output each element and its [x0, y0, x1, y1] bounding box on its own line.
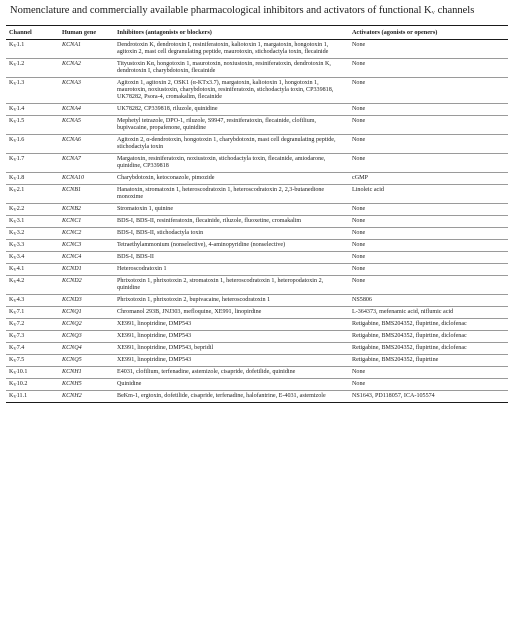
table-title: [6, 4, 508, 19]
cell-inhibitors: Hanatoxin, stromatoxin 1, heteroscodratoxin 1, heteroscodratoxin 2, 2,3-butanedione monoxime: [114, 185, 349, 204]
header-channel: Channel: [6, 26, 59, 40]
cell-gene: KCNB1: [59, 185, 114, 204]
cell-activators: None: [349, 78, 508, 104]
channel-prefix: K: [9, 61, 14, 67]
cell-inhibitors: Heteroscodratoxin 1: [114, 264, 349, 276]
channel-subscript: V: [13, 310, 17, 315]
cell-activators: None: [349, 216, 508, 228]
cell-inhibitors: XE991, linopiridine, DMP543: [114, 355, 349, 367]
cell-channel: [6, 276, 59, 295]
channel-subscript: V: [13, 334, 17, 339]
channel-number: 11.1: [16, 393, 28, 399]
channel-number: 10.1: [16, 369, 28, 375]
cell-activators: None: [349, 104, 508, 116]
cell-inhibitors: Dendrotoxin K, dendrotoxin I, resiniferatoxin, kaliotoxin 1, margatoxin, hongotoxin 1, agitoxin 2, mast cell degranulating peptide, maurotoxin, stichodactyla toxin, flecainide: [114, 40, 349, 59]
cell-inhibitors: BDS-I, BDS-II, stichodactyla toxin: [114, 228, 349, 240]
title-text-cont: channels: [437, 5, 475, 16]
header-activators: Activators (agonists or openers): [349, 26, 508, 40]
cell-channel: [6, 391, 59, 403]
title-subscript: V: [431, 10, 435, 15]
channel-prefix: K: [9, 278, 14, 284]
channel-subscript: V: [13, 279, 17, 284]
channel-number: 4.1: [16, 266, 25, 272]
channel-prefix: K: [9, 106, 14, 112]
channel-subscript: V: [13, 346, 17, 351]
cell-activators: None: [349, 240, 508, 252]
channel-subscript: V: [13, 322, 17, 327]
table-row: [6, 173, 508, 185]
channel-number: 3.1: [16, 218, 25, 224]
channel-number: 4.3: [16, 297, 25, 303]
channel-number: 3.2: [16, 230, 25, 236]
cell-gene: KCNQ1: [59, 307, 114, 319]
cell-gene: KCNQ3: [59, 331, 114, 343]
channel-prefix: K: [9, 218, 14, 224]
channel-prefix: K: [9, 333, 14, 339]
cell-inhibitors: Mephetyl tetrazole, DPO-1, riluzole, S9947, resiniferatoxin, flecainide, clofilium, bupivacaine, propafenone, quinidine: [114, 116, 349, 135]
table-row: [6, 367, 508, 379]
cell-activators: None: [349, 40, 508, 59]
table-row: [6, 204, 508, 216]
cell-activators: None: [349, 204, 508, 216]
channel-number: 10.2: [16, 381, 28, 387]
channel-prefix: K: [9, 357, 14, 363]
cell-activators: Retigabine, BMS204352, flupirtine, diclofenac: [349, 343, 508, 355]
channel-number: 1.2: [16, 61, 25, 67]
channel-subscript: V: [13, 243, 17, 248]
cell-inhibitors: Agitoxin 2, α-dendrotoxin, hongotoxin 1, charybdotoxin, mast cell degranulating peptide, stichodactyla toxin: [114, 135, 349, 154]
table-row: [6, 264, 508, 276]
cell-inhibitors: XE991, linopiridine, DMP543: [114, 331, 349, 343]
channel-prefix: K: [9, 175, 14, 181]
channel-number: 1.5: [16, 118, 25, 124]
header-inhibitors: Inhibitors (antagonists or blockers): [114, 26, 349, 40]
channel-prefix: K: [9, 266, 14, 272]
cell-activators: NS5806: [349, 295, 508, 307]
channel-prefix: K: [9, 118, 14, 124]
cell-activators: Retigabine, BMS204352, flupirtine: [349, 355, 508, 367]
table-row: [6, 135, 508, 154]
header-gene: Human gene: [59, 26, 114, 40]
channel-subscript: V: [13, 138, 17, 143]
cell-inhibitors: Charybdotoxin, ketoconazole, pimozide: [114, 173, 349, 185]
channel-subscript: V: [13, 231, 17, 236]
cell-activators: Linoleic acid: [349, 185, 508, 204]
cell-inhibitors: UK78282, CP339818, riluzole, quinidine: [114, 104, 349, 116]
cell-inhibitors: Phrixotoxin 1, phrixotoxin 2, stromatoxin 1, heteroscodratoxin 1, heteropodatoxin 2, quinidine: [114, 276, 349, 295]
table-row: [6, 154, 508, 173]
cell-channel: [6, 40, 59, 59]
table-row: [6, 104, 508, 116]
cell-inhibitors: E4031, clofilium, terfenadine, astemizole, cisapride, dofetilide, quinidine: [114, 367, 349, 379]
channel-prefix: K: [9, 80, 14, 86]
channel-number: 3.3: [16, 242, 25, 248]
cell-inhibitors: XE991, linopiridine, DMP543, bepridil: [114, 343, 349, 355]
cell-inhibitors: Tetraethylammonium (nonselective), 4-aminopyridine (nonselective): [114, 240, 349, 252]
cell-channel: [6, 355, 59, 367]
cell-gene: KCNQ4: [59, 343, 114, 355]
cell-channel: [6, 59, 59, 78]
table-row: [6, 295, 508, 307]
channel-number: 7.4: [16, 345, 25, 351]
cell-activators: None: [349, 154, 508, 173]
cell-channel: [6, 135, 59, 154]
cell-inhibitors: Phrixotoxin 1, phrixotoxin 2, bupivacaine, heteroscodratoxin 1: [114, 295, 349, 307]
cell-inhibitors: XE991, linopiridine, DMP543: [114, 319, 349, 331]
channel-prefix: K: [9, 297, 14, 303]
channel-prefix: K: [9, 254, 14, 260]
channel-subscript: V: [13, 119, 17, 124]
cell-activators: L-364373, mefenamic acid, niflumic acid: [349, 307, 508, 319]
cell-channel: [6, 252, 59, 264]
cell-activators: Retigabine, BMS204352, flupirtine, diclofenac: [349, 319, 508, 331]
cell-activators: NS1643, PD118057, ICA-105574: [349, 391, 508, 403]
cell-channel: [6, 343, 59, 355]
channel-number: 1.7: [16, 156, 25, 162]
channel-subscript: V: [13, 157, 17, 162]
cell-gene: KCNA1: [59, 40, 114, 59]
cell-gene: KCNA2: [59, 59, 114, 78]
cell-activators: None: [349, 252, 508, 264]
channel-prefix: K: [9, 137, 14, 143]
cell-channel: [6, 295, 59, 307]
channel-number: 1.8: [16, 175, 25, 181]
cell-gene: KCNA4: [59, 104, 114, 116]
channel-prefix: K: [9, 345, 14, 351]
channel-subscript: V: [13, 382, 17, 387]
table-row: [6, 216, 508, 228]
cell-gene: KCNQ2: [59, 319, 114, 331]
channel-prefix: K: [9, 206, 14, 212]
table-row: [6, 240, 508, 252]
channel-prefix: K: [9, 381, 14, 387]
table-row: [6, 59, 508, 78]
channel-number: 1.4: [16, 106, 25, 112]
channel-number: 7.2: [16, 321, 25, 327]
cell-channel: [6, 331, 59, 343]
cell-activators: None: [349, 135, 508, 154]
cell-activators: None: [349, 379, 508, 391]
cell-inhibitors: Quinidine: [114, 379, 349, 391]
channel-subscript: V: [13, 219, 17, 224]
table-row: [6, 185, 508, 204]
table-row: [6, 355, 508, 367]
channel-subscript: V: [13, 176, 17, 181]
cell-channel: [6, 116, 59, 135]
channel-subscript: V: [13, 188, 17, 193]
channel-subscript: V: [13, 107, 17, 112]
cell-inhibitors: BDS-I, BDS-II, resiniferatoxin, flecainide, riluzole, fluoxetine, cromakalim: [114, 216, 349, 228]
channel-prefix: K: [9, 321, 14, 327]
channel-number: 4.2: [16, 278, 25, 284]
cell-inhibitors: Chromanol 293B, JNJ303, mefloquine, XE991, linopirdine: [114, 307, 349, 319]
channel-number: 7.5: [16, 357, 25, 363]
cell-gene: KCNQ5: [59, 355, 114, 367]
cell-activators: None: [349, 228, 508, 240]
channel-number: 1.6: [16, 137, 25, 143]
table-body: [6, 40, 508, 403]
cell-gene: KCNH1: [59, 367, 114, 379]
cell-channel: [6, 204, 59, 216]
cell-gene: KCNA7: [59, 154, 114, 173]
cell-activators: cGMP: [349, 173, 508, 185]
channel-prefix: K: [9, 393, 14, 399]
channel-prefix: K: [9, 42, 14, 48]
cell-channel: [6, 264, 59, 276]
channel-number: 1.1: [16, 42, 25, 48]
cell-inhibitors: BDS-I, BDS-II: [114, 252, 349, 264]
cell-channel: [6, 319, 59, 331]
channel-prefix: K: [9, 242, 14, 248]
title-text: Nomenclature and commercially available pharmacological inhibitors and activators of functional K: [10, 5, 432, 16]
table-row: [6, 391, 508, 403]
cell-channel: [6, 240, 59, 252]
channel-prefix: K: [9, 187, 14, 193]
cell-channel: [6, 216, 59, 228]
channel-subscript: V: [13, 207, 17, 212]
cell-activators: None: [349, 367, 508, 379]
cell-gene: KCNH2: [59, 391, 114, 403]
cell-gene: KCNA3: [59, 78, 114, 104]
channel-subscript: V: [13, 62, 17, 67]
cell-gene: KCNC2: [59, 228, 114, 240]
channel-prefix: K: [9, 309, 14, 315]
cell-gene: KCNB2: [59, 204, 114, 216]
cell-inhibitors: Agitoxin 1, agitoxin 2, OSK1 (α-KTx3.7), margatoxin, kaliotoxin 1, hongotoxin 1, maurotoxin, noxiustoxin, charybdotoxin, resiniferatoxin, stichodactyla toxin, CP339818, UK78282, Psora-4, cromakalim, flecainide: [114, 78, 349, 104]
table-row: [6, 343, 508, 355]
channel-prefix: K: [9, 156, 14, 162]
header-row: [6, 26, 508, 40]
table-row: [6, 379, 508, 391]
cell-activators: None: [349, 276, 508, 295]
channel-number: 7.1: [16, 309, 25, 315]
cell-channel: [6, 185, 59, 204]
cell-channel: [6, 78, 59, 104]
cell-gene: KCNA10: [59, 173, 114, 185]
channel-subscript: V: [13, 358, 17, 363]
table-row: [6, 228, 508, 240]
table-row: [6, 319, 508, 331]
cell-inhibitors: Margatoxin, resiniferatoxin, noxiustoxin, stichodactyla toxin, flecainide, amiodarone, quinidine, CP339818: [114, 154, 349, 173]
cell-channel: [6, 367, 59, 379]
channel-subscript: V: [13, 43, 17, 48]
cell-gene: KCNA6: [59, 135, 114, 154]
cell-gene: KCNC1: [59, 216, 114, 228]
channel-number: 2.1: [16, 187, 25, 193]
channel-table: [6, 25, 508, 403]
cell-channel: [6, 307, 59, 319]
cell-gene: KCND3: [59, 295, 114, 307]
table-row: [6, 331, 508, 343]
table-row: [6, 276, 508, 295]
channel-prefix: K: [9, 369, 14, 375]
table-row: [6, 307, 508, 319]
cell-channel: [6, 104, 59, 116]
cell-gene: KCND2: [59, 276, 114, 295]
channel-number: 1.3: [16, 80, 25, 86]
channel-subscript: V: [13, 298, 17, 303]
table-row: [6, 40, 508, 59]
channel-subscript: V: [13, 255, 17, 260]
table-row: [6, 252, 508, 264]
cell-activators: Retigabine, BMS204352, flupirtine, diclofenac: [349, 331, 508, 343]
channel-number: 2.2: [16, 206, 25, 212]
channel-subscript: V: [13, 370, 17, 375]
cell-inhibitors: Stromatoxin 1, quinine: [114, 204, 349, 216]
table-row: [6, 78, 508, 104]
cell-channel: [6, 228, 59, 240]
cell-channel: [6, 154, 59, 173]
cell-activators: None: [349, 59, 508, 78]
cell-gene: KCNC3: [59, 240, 114, 252]
channel-number: 3.4: [16, 254, 25, 260]
cell-channel: [6, 379, 59, 391]
cell-gene: KCNA5: [59, 116, 114, 135]
cell-channel: [6, 173, 59, 185]
channel-subscript: V: [13, 394, 17, 399]
cell-inhibitors: Tityustoxin Kα, hongotoxin 1, maurotoxin, noxiustoxin, resiniferatoxin, dendrotoxin K, dendrotoxin I, charybdotoxin, flecainide: [114, 59, 349, 78]
cell-gene: KCNC4: [59, 252, 114, 264]
cell-gene: KCND1: [59, 264, 114, 276]
cell-inhibitors: BeKm-1, ergtoxin, dofetilide, cisapride, terfenadine, halofantrine, E-4031, astemizole: [114, 391, 349, 403]
channel-subscript: V: [13, 267, 17, 272]
cell-activators: None: [349, 264, 508, 276]
cell-activators: None: [349, 116, 508, 135]
channel-prefix: K: [9, 230, 14, 236]
channel-subscript: V: [13, 81, 17, 86]
table-row: [6, 116, 508, 135]
cell-gene: KCNH5: [59, 379, 114, 391]
channel-number: 7.3: [16, 333, 25, 339]
